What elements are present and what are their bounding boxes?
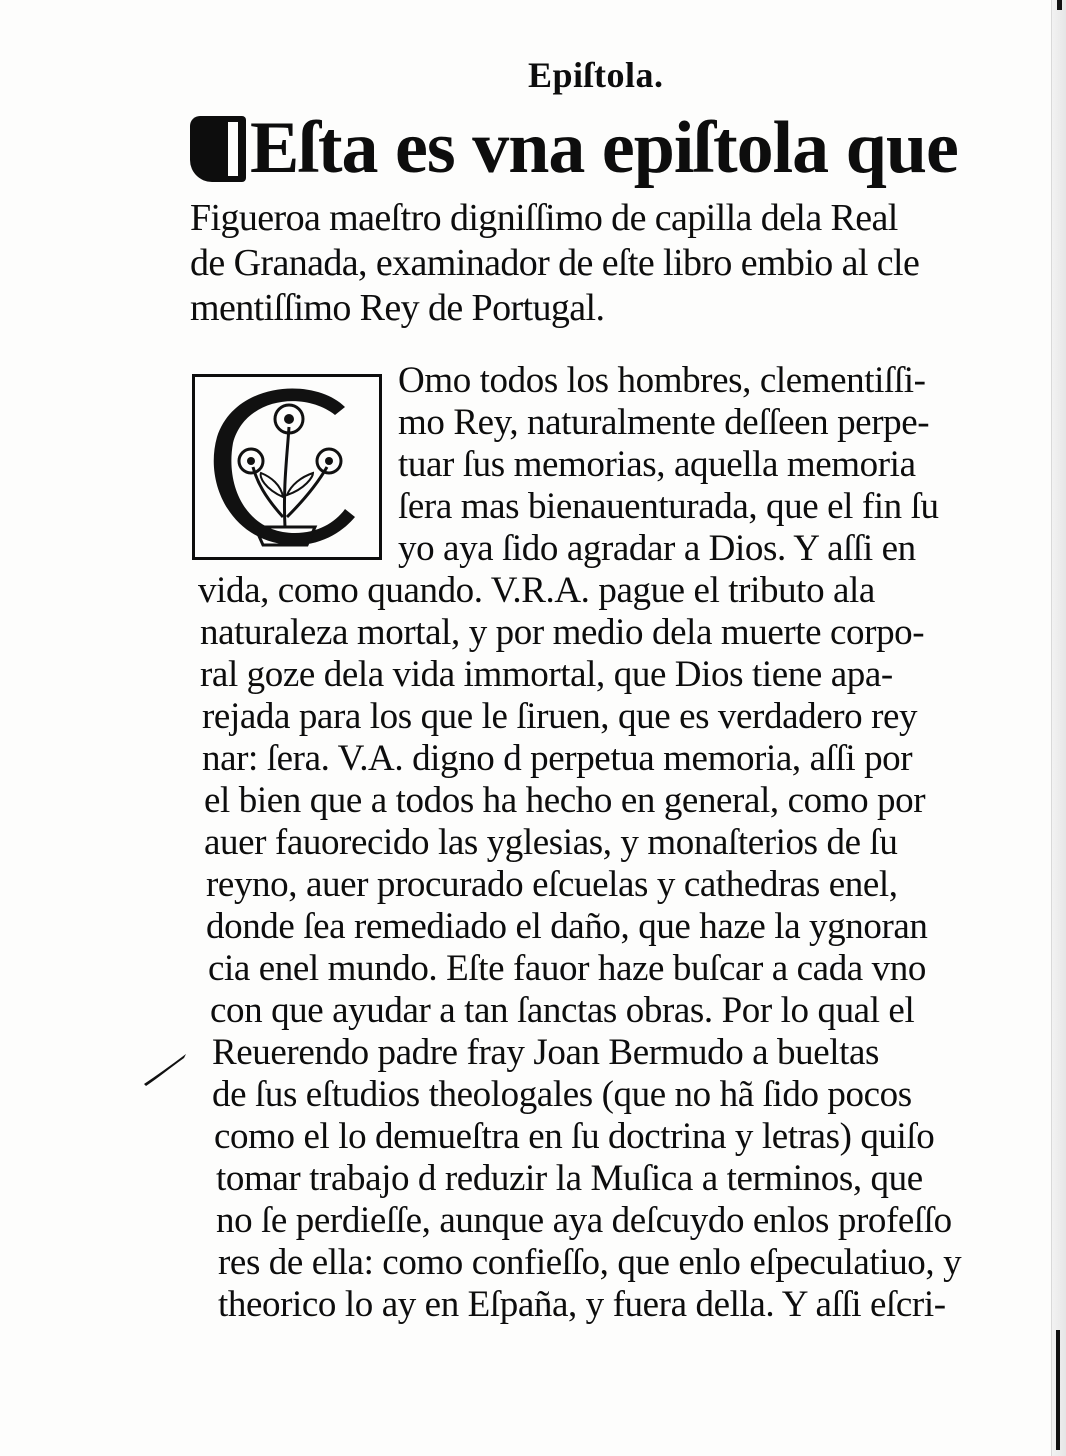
body-line: naturaleza mortal, y por medio dela muerte corpo- bbox=[200, 612, 925, 653]
floral-initial-icon bbox=[195, 377, 379, 557]
heading-subtitle-line: Figueroa maeſtro digniſſimo de capilla dela Real bbox=[190, 197, 898, 239]
edge-mark bbox=[1056, 1330, 1060, 1450]
body-line: tuar ſus memorias, aquella memoria bbox=[398, 444, 916, 485]
page-edge bbox=[1051, 0, 1066, 1456]
body-line: ral goze dela vida immortal, que Dios tiene apa- bbox=[200, 654, 893, 695]
body-line: Omo todos los hombres, clementiſſi- bbox=[398, 360, 926, 401]
margin-pen-mark-icon bbox=[140, 1050, 190, 1090]
decorated-initial bbox=[192, 374, 382, 560]
body-line: de ſus eſtudios theologales (que no hã ſido pocos bbox=[212, 1074, 912, 1115]
body-line: como el lo demueſtra en ſu doctrina y letras) quiſo bbox=[214, 1116, 935, 1157]
body-line: res de ella: como confieſſo, que enlo eſpeculatiuo, y bbox=[218, 1242, 962, 1283]
body-line: con que ayudar a tan ſanctas obras. Por lo qual el bbox=[210, 990, 915, 1031]
heading-subtitle-line: mentiſſimo Rey de Portugal. bbox=[190, 287, 605, 329]
body-line: auer fauorecido las yglesias, y monaſterios de ſu bbox=[204, 822, 898, 863]
heading-title-text: Eſta es vna epiſtola que bbox=[250, 107, 958, 189]
body-line: nar: ſera. V.A. digno d perpetua memoria, aſſi por bbox=[202, 738, 913, 779]
pilcrow-icon bbox=[190, 116, 246, 182]
body-line: el bien que a todos ha hecho en general, como por bbox=[204, 780, 926, 821]
heading-subtitle-line: de Granada, examinador de eſte libro embio al cle bbox=[190, 242, 920, 284]
body-line: cia enel mundo. Eſte fauor haze buſcar a cada vno bbox=[208, 948, 926, 989]
edge-mark bbox=[1057, 0, 1062, 10]
body-line: rejada para los que le ſiruen, que es verdadero rey bbox=[202, 696, 918, 737]
body-line: no ſe perdieſſe, aunque aya deſcuydo enlos profeſſo bbox=[216, 1200, 952, 1241]
heading-title bbox=[190, 100, 1040, 196]
body-line: tomar trabajo d reduzir la Muſica a terminos, que bbox=[216, 1158, 923, 1199]
body-line: reyno, auer procurado eſcuelas y cathedras enel, bbox=[206, 864, 898, 905]
body-line: ſera mas bienauenturada, que el fin ſu bbox=[398, 486, 939, 527]
body-line: donde ſea remediado el daño, que haze la ygnoran bbox=[206, 906, 928, 947]
body-line: theorico lo ay en Eſpaña, y fuera della. Y aſſi eſcri- bbox=[218, 1284, 946, 1325]
body-line: mo Rey, naturalmente deſſeen perpe- bbox=[398, 402, 930, 443]
body-line: yo aya ſido agradar a Dios. Y aſſi en bbox=[398, 528, 916, 569]
body-line: vida, como quando. V.R.A. pague el tributo ala bbox=[198, 570, 875, 611]
heading-block bbox=[190, 100, 1040, 331]
running-head: Epiſtola. bbox=[528, 55, 664, 95]
body-line: Reuerendo padre fray Joan Bermudo a bueltas bbox=[212, 1032, 880, 1073]
